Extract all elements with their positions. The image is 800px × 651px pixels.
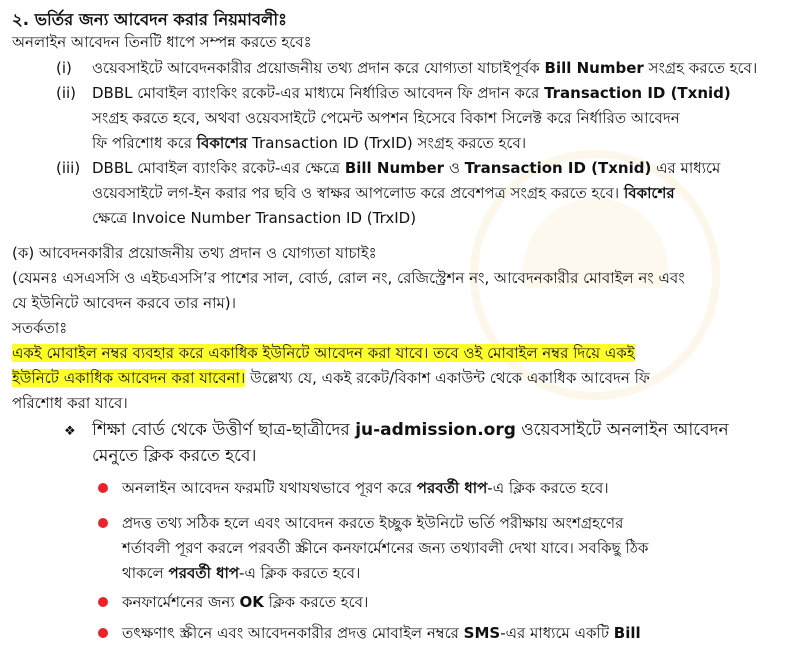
step-line: ওয়েবসাইটে আবেদনকারীর প্রয়োজনীয় তথ্য প্রদান করে যোগ্যতা যাচাইপূর্বক Bill Number সংগ্রহ করতে হবে। <box>92 59 758 77</box>
section-k-title: (ক) আবেদনকারীর প্রয়োজনীয় তথ্য প্রদান ও যোগ্যতা যাচাইঃ <box>12 244 377 262</box>
step-line: সংগ্রহ করতে হবে, অথবা ওয়েবসাইটে পেমেন্ট অপশন হিসেবে বিকাশ সিলেক্ট করে নির্ধারিত আবেদন <box>92 109 680 127</box>
red-bullet-icon <box>98 483 108 493</box>
step-number: (ii) <box>56 84 77 102</box>
caution-highlight-line: একই মোবাইল নম্বর ব্যবহার করে একাধিক ইউনিটে আবেদন করা যাবে। তবে ওই মোবাইল নম্বর দিয়ে একই <box>12 344 635 362</box>
step-line: DBBL মোবাইল ব্যাংকিং রকেট-এর মাধ্যমে নির্ধারিত আবেদন ফি প্রদান করে Transaction ID (Txnid) <box>92 84 731 102</box>
red-bullet-icon <box>98 518 108 528</box>
admission-site-line: শিক্ষা বোর্ড থেকে উত্তীর্ণ ছাত্র-ছাত্রীদের ju-admission.org ওয়েবসাইটে অনলাইন আবেদন <box>92 420 729 440</box>
step-line: ওয়েবসাইটে লগ-ইন করার পর ছবি ও স্বাক্ষর আপলোড করে প্রবেশপত্র সংগ্রহ করতে হবে। বিকাশের <box>92 184 675 202</box>
section-heading: ২. ভর্তির জন্য আবেদন করার নিয়মাবলীঃ <box>12 10 287 29</box>
bullet-line: তৎক্ষণাৎ স্ক্রীনে এবং আবেদনকারীর প্রদত্ত মোবাইল নম্বরে SMS-এর মাধ্যমে একটি Bill <box>122 624 641 642</box>
bullet-line: প্রদত্ত তথ্য সঠিক হলে এবং আবেদন করতে ইচ্ছুক ইউনিটে ভর্তি পরীক্ষায় অংশগ্রহণের <box>122 514 624 532</box>
bullet-line: থাকলে পরবর্তী ধাপ-এ ক্লিক করতে হবে। <box>122 564 361 582</box>
step-line: ক্ষেত্রে Invoice Number Transaction ID (TrxID) <box>92 209 417 227</box>
admission-site-link: ju-admission.org <box>355 420 516 440</box>
step-line: DBBL মোবাইল ব্যাংকিং রকেট-এর ক্ষেত্রে Bill Number ও Transaction ID (Txnid) এর মাধ্যমে <box>92 159 721 177</box>
step-line: ফি পরিশোধ করে বিকাশের Transaction ID (TrxID) সংগ্রহ করতে হবে। <box>92 134 527 152</box>
step-number: (i) <box>56 59 72 77</box>
caution-line: পরিশোধ করা যাবে। <box>12 394 128 412</box>
caution-title: সতর্কতাঃ <box>12 319 68 337</box>
bullet-line: কনফার্মেশনের জন্য OK ক্লিক করতে হবে। <box>122 593 369 611</box>
red-bullet-icon <box>98 628 108 638</box>
bullet-line: অনলাইন আবেদন ফরমটি যথাযথভাবে পূরণ করে পরবর্তী ধাপ-এ ক্লিক করতে হবে। <box>122 479 609 497</box>
red-bullet-icon <box>98 597 108 607</box>
step-number: (iii) <box>56 159 81 177</box>
section-k-line: যে ইউনিটে আবেদন করবে তার নাম)। <box>12 294 237 312</box>
bullet-line: শর্তাবলী পূরণ করলে পরবর্তী স্ক্রীনে কনফার্মেশনের জন্য তথ্যাবলী দেখা যাবে। সবকিছু ঠিক <box>122 539 649 557</box>
diamond-bullet-icon: ❖ <box>64 424 76 439</box>
section-k-line: (যেমনঃ এসএসসি ও এইচএসসি’র পাশের সাল, বোর্ড, রোল নং, রেজিস্ট্রেশন নং, আবেদনকারীর মোবাইল নং এবং <box>12 269 685 287</box>
intro-text: অনলাইন আবেদন তিনটি ধাপে সম্পন্ন করতে হবেঃ <box>12 33 312 51</box>
caution-highlight-line: ইউনিটে একাধিক আবেদন করা যাবেনা। উল্লেখ্য যে, একই রকেট/বিকাশ একাউন্ট থেকে একাধিক আবেদন ফি <box>12 369 650 387</box>
admission-site-line: মেনুতে ক্লিক করতে হবে। <box>92 446 257 466</box>
